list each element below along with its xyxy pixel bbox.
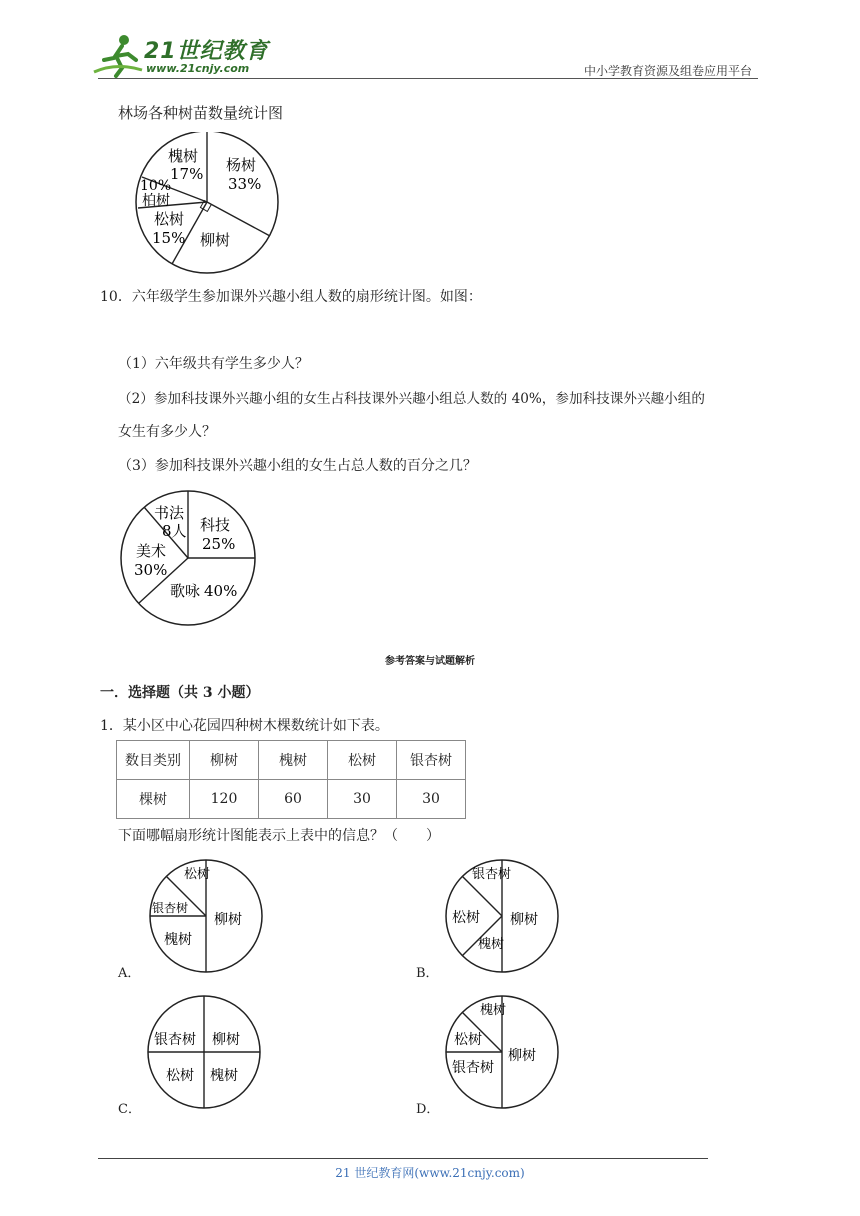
tree-pie-chart: [134, 132, 284, 274]
slice-label: 柳树: [214, 912, 242, 928]
section-heading: 一．选择题（共 3 小题）: [100, 685, 260, 701]
slice-label: 银杏树: [452, 1060, 494, 1076]
slice-label-tech: 科技: [200, 516, 231, 534]
option-d-pie[interactable]: [444, 994, 562, 1112]
slice-label: 槐树: [480, 1003, 507, 1018]
runner-logo-icon: [92, 32, 144, 78]
interest-group-pie-chart: [118, 490, 260, 628]
tree-count-table: [116, 740, 466, 819]
table-header-row: [117, 741, 466, 780]
answers-title: 参考答案与试题解析: [385, 656, 475, 667]
q10-stem: 10．六年级学生参加课外兴趣小组人数的扇形统计图。如图：: [100, 289, 482, 305]
slice-label-calligraphy: 书法: [154, 504, 185, 522]
table-cell: 柳树: [190, 741, 259, 780]
table-cell: 槐树: [259, 741, 328, 780]
q1-stem: 1．某小区中心花园四种树木棵数统计如下表。: [100, 718, 389, 734]
slice-label-cypress: 柏树: [142, 193, 170, 209]
slice-label: 银杏树: [152, 901, 189, 915]
q10-sub2-line1: （2）参加科技课外兴趣小组的女生占科技课外兴趣小组总人数的 40%，参加科技课外兴趣小组的: [118, 391, 705, 407]
slice-label: 柳树: [508, 1048, 536, 1064]
slice-label: 槐树: [478, 937, 505, 952]
header-divider: [98, 78, 758, 79]
top-chart-title: 林场各种树苗数量统计图: [118, 104, 284, 122]
option-c-letter[interactable]: C．: [118, 1102, 141, 1117]
logo-text: 21世纪教育: [144, 39, 269, 64]
footer-link[interactable]: 21 世纪教育网(www.21cnjy.com): [335, 1166, 525, 1180]
table-cell: 30: [328, 780, 397, 819]
table-cell: 棵树: [117, 780, 190, 819]
slice-label: 松树: [184, 867, 211, 882]
option-b-letter[interactable]: B．: [416, 966, 439, 981]
slice-label: 柳树: [510, 912, 538, 928]
table-cell: 银杏树: [397, 741, 466, 780]
slice-label-poplar: 杨树: [226, 156, 257, 174]
q10-sub3: （3）参加科技课外兴趣小组的女生占总人数的百分之几？: [118, 458, 477, 474]
option-a-pie[interactable]: [148, 858, 266, 976]
q1-question: 下面哪幅扇形统计图能表示上表中的信息？（ ）: [118, 828, 440, 844]
option-a-letter[interactable]: A．: [118, 966, 141, 981]
slice-label-art: 美术: [136, 542, 167, 560]
table-cell: 120: [190, 780, 259, 819]
option-b-pie[interactable]: [444, 858, 562, 976]
slice-label-pagoda: 槐树: [168, 147, 199, 165]
slice-pct-pagoda: 17%: [170, 165, 204, 183]
slice-label-pine: 松树: [154, 210, 185, 228]
table-cell: 30: [397, 780, 466, 819]
slice-value-choir: 40%: [204, 582, 238, 600]
slice-label: 柳树: [212, 1032, 240, 1048]
slice-label: 槐树: [164, 932, 192, 948]
slice-label: 银杏树: [472, 867, 512, 882]
slice-pct-cypress: 10%: [140, 178, 172, 194]
table-cell: 松树: [328, 741, 397, 780]
slice-value-calligraphy: 8人: [162, 522, 187, 540]
slice-pct-poplar: 33%: [228, 175, 262, 193]
slice-label: 松树: [454, 1032, 482, 1048]
slice-value-art: 30%: [134, 561, 168, 579]
table-cell: 60: [259, 780, 328, 819]
option-c-pie[interactable]: [146, 994, 264, 1112]
logo-url: www.21cnjy.com: [146, 62, 250, 75]
slice-label-choir: 歌咏: [170, 582, 201, 600]
slice-label-willow: 柳树: [200, 231, 231, 249]
slice-label: 银杏树: [154, 1032, 196, 1048]
table-cell: 数目类别: [117, 741, 190, 780]
slice-pct-pine: 15%: [152, 229, 186, 247]
table-row: [117, 780, 466, 819]
slice-label: 槐树: [210, 1068, 238, 1084]
slice-label: 松树: [166, 1068, 194, 1084]
q10-sub2-line2: 女生有多少人？: [118, 424, 216, 440]
header-platform-text: 中小学教育资源及组卷应用平台: [583, 64, 752, 78]
footer-divider: [98, 1158, 708, 1159]
option-d-letter[interactable]: D．: [416, 1102, 440, 1117]
slice-value-tech: 25%: [202, 535, 236, 553]
slice-label: 松树: [452, 910, 480, 926]
site-logo[interactable]: [92, 32, 272, 80]
q10-sub1: （1）六年级共有学生多少人？: [118, 356, 309, 372]
